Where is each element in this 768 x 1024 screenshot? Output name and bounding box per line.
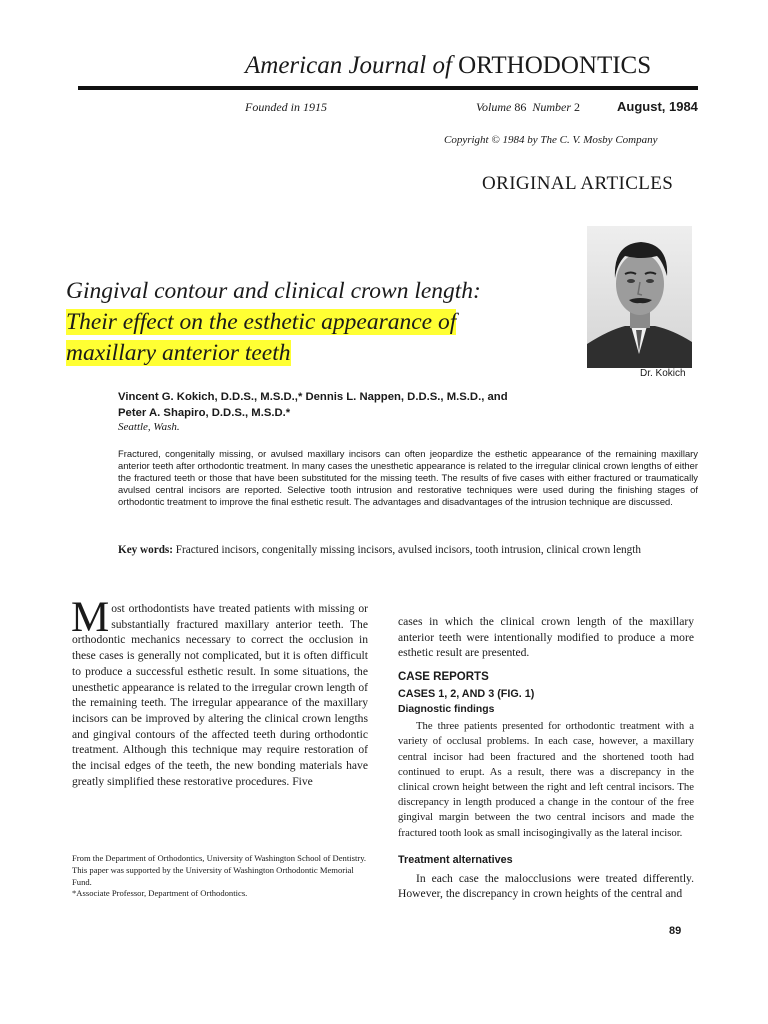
- heading-cases: CASES 1, 2, AND 3 (FIG. 1): [398, 688, 535, 701]
- footnotes: [72, 853, 368, 900]
- diagnostic-paragraph: The three patients presented for orthodontic treatment with a variety of occlusal problems. In each case, however, a maxillary central incisor had been fractured and the shortened tooth had continued to erupt. As a result, there was a discrepancy in the clinical crown height between the right and left central incisors. The discrepancy in length produced a change in the contour of the free gingival margin between the two central incisors and made the fractured tooth look as small incisogingivally as the lateral incisor.: [398, 720, 694, 839]
- author-list: [118, 389, 698, 421]
- keywords-text: Fractured incisors, congenitally missing incisors, avulsed incisors, tooth intrusion, clinical crown length: [175, 544, 641, 556]
- body-column-left: [71, 594, 368, 789]
- footnote-funding: This paper was supported by the University of Washington Orthodontic Memorial Fund.: [72, 864, 354, 887]
- footnote-affiliation: From the Department of Orthodontics, University of Washington School of Dentistry.: [72, 853, 367, 863]
- title-line-3: maxillary anterior teeth: [66, 340, 291, 366]
- keywords: [118, 543, 698, 558]
- authors-line-1: Vincent G. Kokich, D.D.S., M.S.D.,* Dennis L. Nappen, D.D.S., M.S.D., and: [118, 391, 508, 403]
- journal-title: American Journal of ORTHODONTICS: [245, 52, 652, 79]
- heading-diagnostic: Diagnostic findings: [398, 704, 495, 716]
- title-line-1: Gingival contour and clinical crown length:: [66, 278, 481, 304]
- author-location: Seattle, Wash.: [118, 421, 180, 433]
- masthead-rule: [78, 86, 698, 90]
- body-column-right: [398, 614, 694, 902]
- issue-date: August, 1984: [617, 99, 698, 114]
- heading-case-reports: CASE REPORTS: [398, 671, 489, 684]
- volume-number: Volume 86 Number 2: [476, 100, 580, 114]
- article-title: [66, 276, 566, 369]
- footnote-position: *Associate Professor, Department of Orthodontics.: [72, 888, 248, 899]
- section-heading: ORIGINAL ARTICLES: [482, 173, 674, 194]
- keywords-label: Key words:: [118, 544, 173, 556]
- founded-year: Founded in 1915: [245, 100, 327, 114]
- author-photo: [587, 226, 692, 368]
- abstract: Fractured, congenitally missing, or avulsed maxillary incisors can often jeopardize the esthetic appearance of the remaining maxillary anterior teeth after orthodontic treatment. In many cases the unesthetic appearance is related to the irregular clinical crown lengths of either the fractured teeth or those that have been substituted for the missing teeth. The results of five cases with either fractured or traumatically avulsed central incisors are reported. Selective tooth intrusion and restorative techniques were used during the finishing stages of orthodontic treatment to improve the final esthetic result. The advantages and disadvantages of the intrusion technique are discussed.: [118, 448, 698, 507]
- treatment-paragraph: In each case the malocclusions were treated differently. However, the discrepancy in crown heights of the central and: [398, 871, 694, 901]
- photo-caption: Dr. Kokich: [640, 368, 686, 379]
- heading-treatment: Treatment alternatives: [398, 853, 513, 866]
- copyright-line: Copyright © 1984 by The C. V. Mosby Company: [444, 134, 658, 146]
- drop-cap: M: [71, 594, 110, 641]
- page-number: 89: [669, 925, 682, 937]
- authors-line-2: Peter A. Shapiro, D.D.S., M.S.D.*: [118, 407, 291, 419]
- title-line-2: Their effect on the esthetic appearance of: [66, 309, 457, 335]
- intro-paragraph: ost orthodontists have treated patients with missing or substantially fractured maxillary anterior teeth. The orthodontic mechanics necessary to correct the occlusion in these cases is generally not complicated, but it is often difficult to produce a successful esthetic result. In some situations, the unesthetic appearance is related to the irregular crown length of the remaining teeth. The irregular appearance of the maxillary incisors can be improved by altering the clinical crown lengths and gingival contours of the affected teeth during orthodontic treatment. Although this technique may require restoration of the incisal edges of the teeth, the new bonding materials have greatly simplified these restorative procedures. Five: [72, 602, 368, 788]
- intro-paragraph-continued: cases in which the clinical crown length of the maxillary anterior teeth were intentionally modified to produce a more esthetic result are presented.: [398, 615, 694, 660]
